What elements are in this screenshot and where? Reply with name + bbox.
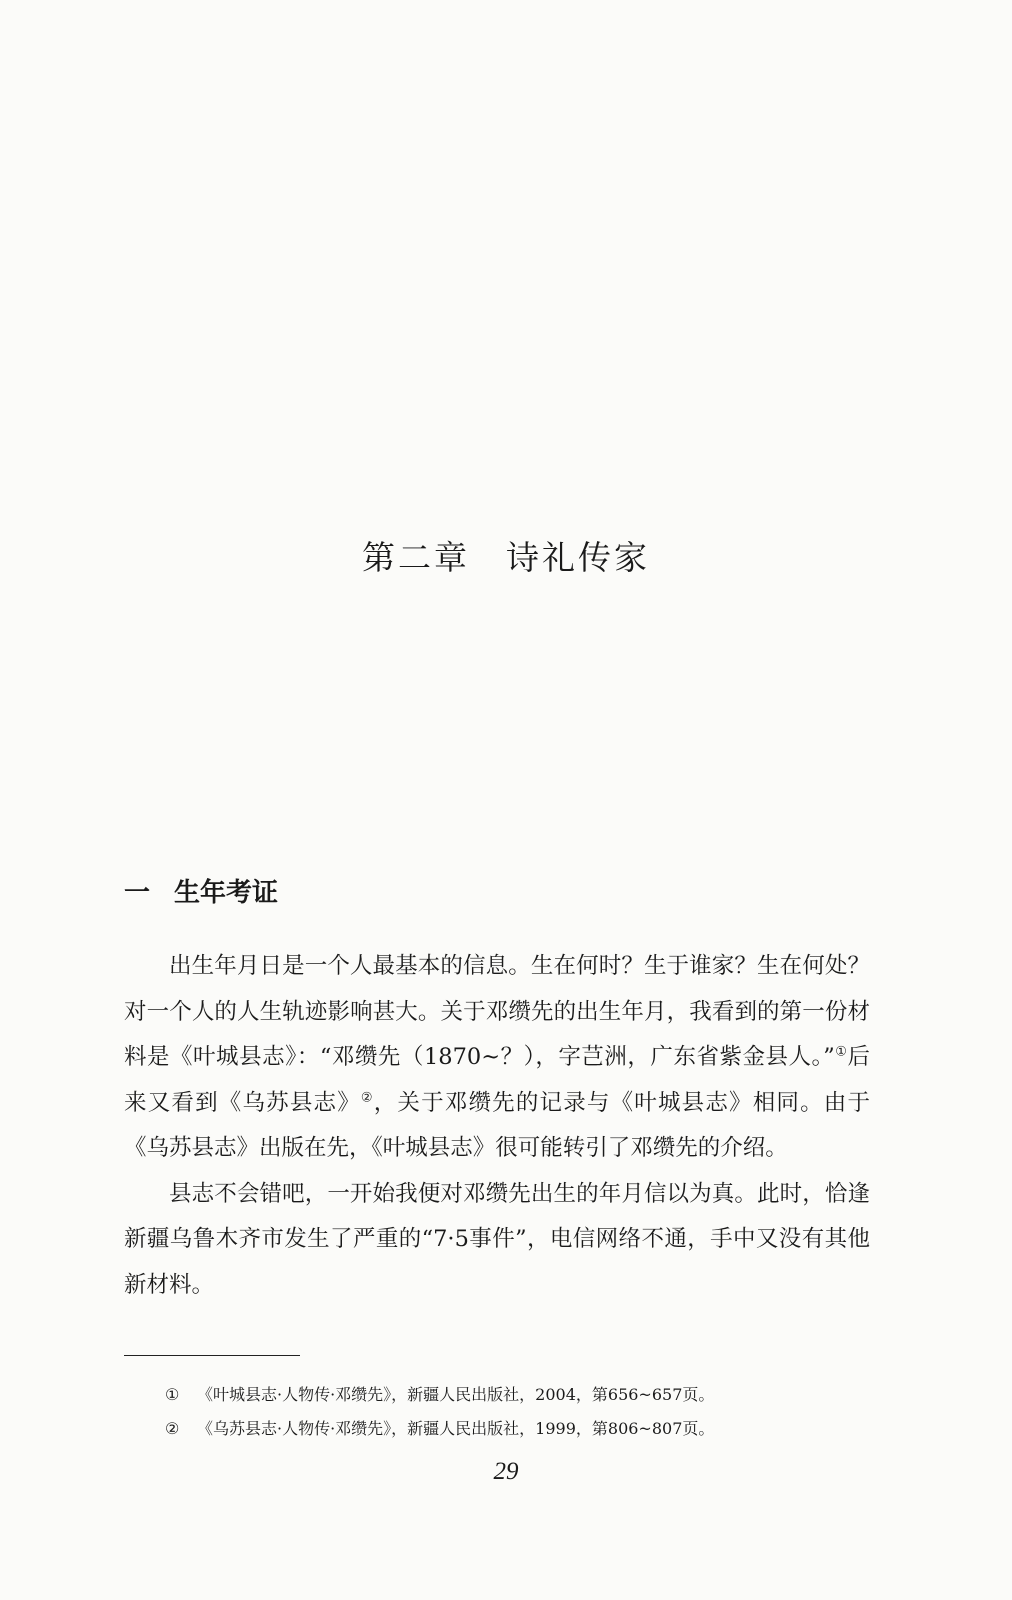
footnote-ref-2[interactable]: ② — [360, 1090, 374, 1105]
chapter-title — [0, 532, 1012, 579]
footnote-2-mark: ② — [165, 1419, 180, 1438]
footnote-ref-1[interactable]: ① — [834, 1044, 848, 1060]
footnotes — [165, 1378, 865, 1446]
footnote-1 — [165, 1378, 865, 1412]
footnote-1-text: 《叶城县志·人物传·邓缵先》，新疆人民出版社，2004，第656~657页。 — [197, 1385, 715, 1404]
paragraph-1 — [124, 944, 870, 1172]
paragraph-1-part-b: 后来又看到《乌苏县志》 — [124, 1044, 870, 1116]
section-title: 生年考证 — [174, 878, 279, 908]
footnote-divider — [124, 1355, 300, 1356]
footnote-1-mark: ① — [165, 1385, 180, 1404]
paragraph-2: 县志不会错吧，一开始我便对邓缵先出生的年月信以为真。此时，恰逢新疆乌鲁木齐市发生了严重的“7·5事件”，电信网络不通，手中又没有其他新材料。 — [124, 1180, 870, 1298]
paragraph-1-part-a: 出生年月日是一个人最基本的信息。生在何时？生于谁家？生在何处？对一个人的人生轨迹影响甚大。关于邓缵先的出生年月，我看到的第一份材料是《叶城县志》：“邓缵先（1870~？），字芑洲，广东省紫金县人。” — [124, 953, 870, 1070]
body-text — [124, 944, 870, 1308]
chapter-number: 第二章 — [362, 538, 470, 577]
footnote-2 — [165, 1412, 865, 1446]
footnote-2-text: 《乌苏县志·人物传·邓缵先》，新疆人民出版社，1999，第806~807页。 — [197, 1419, 715, 1438]
paragraph-1-part-c: ，关于邓缵先的记录与《叶城县志》相同。由于《乌苏县志》出版在先，《叶城县志》很可能转引了邓缵先的介绍。 — [124, 1089, 870, 1161]
section-heading — [124, 872, 278, 909]
page-number: 29 — [493, 1458, 519, 1485]
chapter-name: 诗礼传家 — [506, 538, 650, 577]
section-number: 一 — [124, 878, 151, 908]
